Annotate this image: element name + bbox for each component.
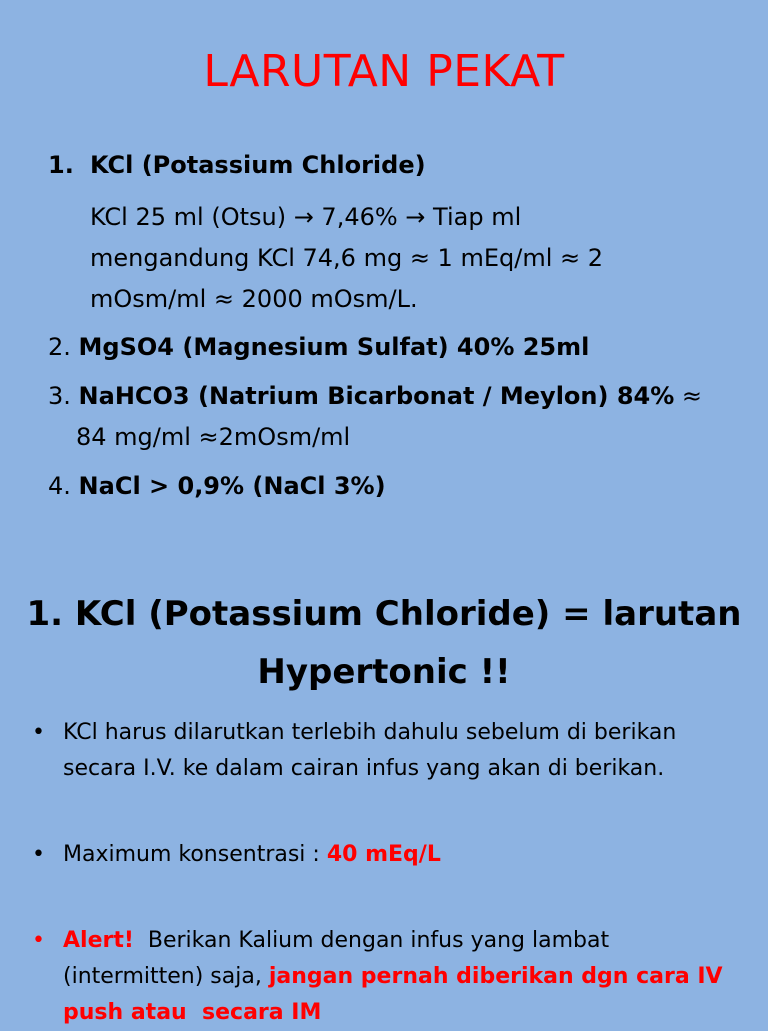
alert-line-2-plain: (intermitten) saja, (63, 964, 269, 989)
alert-label: Alert! (63, 928, 134, 953)
bullet-item (32, 837, 752, 873)
bullet-dot: • (32, 720, 45, 745)
item-number: 1. (48, 151, 74, 179)
kcl-desc-line-2: mengandung KCl 74,6 mg ≈ 1 mEq/ml ≈ 2 (90, 244, 603, 272)
list-item-mgso4 (48, 327, 589, 367)
item-text: NaHCO3 (Natrium Bicarbonat / Meylon) 84% (78, 382, 675, 410)
kcl-desc-line-1: KCl 25 ml (Otsu) → 7,46% → Tiap ml (90, 203, 522, 231)
item-text: MgSO4 (Magnesium Sulfat) 40% 25ml (78, 333, 590, 361)
item-number: 2. (48, 333, 71, 361)
title-line-2: Hypertonic !! (257, 652, 511, 692)
bullet-line-2: secara I.V. ke dalam cairan infus yang akan di berikan. (63, 756, 665, 781)
slide-title: LARUTAN PEKAT (203, 46, 565, 97)
item-text: NaCl > 0,9% (NaCl 3%) (78, 472, 386, 500)
list-item-nahco3 (48, 376, 702, 416)
bullet-dot: • (32, 842, 45, 867)
max-concentration-value: 40 mEq/L (326, 842, 441, 867)
title-line-1: 1. KCl (Potassium Chloride) = larutan (26, 594, 742, 634)
bullet-text: Maximum konsentrasi : (63, 842, 327, 867)
list-item-kcl (48, 145, 426, 185)
alert-line-2-red: jangan pernah diberikan dgn cara IV (268, 964, 723, 989)
item-number: 3. (48, 382, 71, 410)
slide-title (0, 585, 768, 701)
bullet-line-1: KCl harus dilarutkan terlebih dahulu sebelum di berikan (63, 720, 677, 745)
bullet-dot: • (32, 928, 45, 953)
bullet-item-alert (32, 923, 752, 1031)
alert-line-3-red: push atau secara IM (63, 1000, 322, 1025)
slide-kcl-hypertonic (0, 565, 768, 1024)
item-heading: KCl (Potassium Chloride) (90, 151, 426, 179)
item-tail: ≈ (674, 382, 703, 410)
bullet-item (32, 715, 752, 787)
kcl-desc-line-3: mOsm/ml ≈ 2000 mOsm/L. (90, 285, 418, 313)
nahco3-line-2: 84 mg/ml ≈2mOsm/ml (76, 423, 351, 451)
alert-text: Berikan Kalium dengan infus yang lambat (133, 928, 610, 953)
list-item-nacl (48, 466, 386, 506)
item-number: 4. (48, 472, 71, 500)
